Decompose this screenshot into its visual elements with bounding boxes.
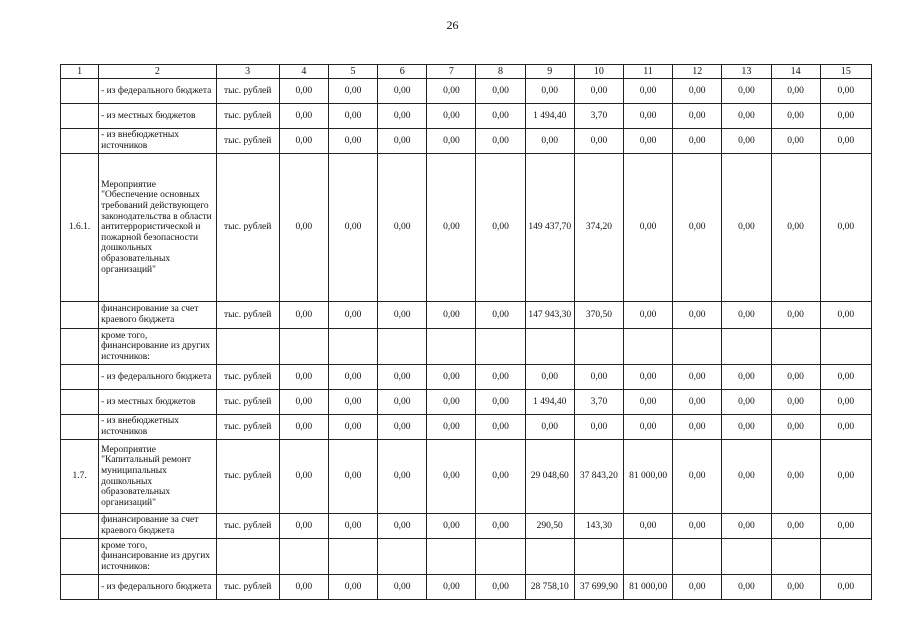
value-cell: 0,00 xyxy=(279,129,328,154)
value-cell: 0,00 xyxy=(476,79,525,104)
value-cell xyxy=(673,329,722,365)
value-cell: 0,00 xyxy=(722,575,771,600)
row-code xyxy=(61,415,99,440)
value-cell: 0,00 xyxy=(476,154,525,302)
value-cell: 0,00 xyxy=(623,129,672,154)
value-cell: 0,00 xyxy=(328,575,377,600)
value-cell: 0,00 xyxy=(623,302,672,329)
value-cell: 28 758,10 xyxy=(525,575,574,600)
value-cell: 0,00 xyxy=(820,129,871,154)
value-cell xyxy=(820,329,871,365)
value-cell: 0,00 xyxy=(673,575,722,600)
value-cell: 0,00 xyxy=(279,154,328,302)
value-cell: 0,00 xyxy=(673,79,722,104)
value-cell xyxy=(722,539,771,575)
value-cell xyxy=(378,539,427,575)
value-cell xyxy=(623,539,672,575)
row-unit: тыс. рублей xyxy=(216,575,279,600)
value-cell: 0,00 xyxy=(722,79,771,104)
header-cell: 2 xyxy=(99,65,216,79)
value-cell: 0,00 xyxy=(378,575,427,600)
value-cell: 0,00 xyxy=(378,440,427,514)
header-cell: 5 xyxy=(328,65,377,79)
header-cell: 13 xyxy=(722,65,771,79)
value-cell: 81 000,00 xyxy=(623,440,672,514)
value-cell xyxy=(623,329,672,365)
header-cell: 10 xyxy=(574,65,623,79)
value-cell: 0,00 xyxy=(476,302,525,329)
value-cell: 0,00 xyxy=(476,390,525,415)
value-cell: 0,00 xyxy=(722,104,771,129)
row-code xyxy=(61,104,99,129)
value-cell xyxy=(476,539,525,575)
value-cell: 0,00 xyxy=(673,415,722,440)
value-cell xyxy=(328,539,377,575)
value-cell: 0,00 xyxy=(820,302,871,329)
value-cell: 0,00 xyxy=(673,154,722,302)
table-row xyxy=(61,575,872,600)
row-unit xyxy=(216,329,279,365)
value-cell: 0,00 xyxy=(427,129,476,154)
value-cell: 0,00 xyxy=(722,302,771,329)
value-cell: 0,00 xyxy=(328,154,377,302)
row-description: кроме того, финансирование из других источников: xyxy=(99,539,216,575)
table-row xyxy=(61,329,872,365)
value-cell: 1 494,40 xyxy=(525,390,574,415)
value-cell: 0,00 xyxy=(820,104,871,129)
row-description: - из внебюджетных источников xyxy=(99,129,216,154)
value-cell: 0,00 xyxy=(328,302,377,329)
value-cell: 0,00 xyxy=(427,302,476,329)
value-cell: 0,00 xyxy=(378,514,427,539)
value-cell: 0,00 xyxy=(279,575,328,600)
value-cell: 374,20 xyxy=(574,154,623,302)
header-cell: 12 xyxy=(673,65,722,79)
value-cell: 0,00 xyxy=(673,365,722,390)
value-cell: 370,50 xyxy=(574,302,623,329)
value-cell: 0,00 xyxy=(279,79,328,104)
value-cell: 3,70 xyxy=(574,390,623,415)
value-cell: 0,00 xyxy=(525,79,574,104)
value-cell: 0,00 xyxy=(476,129,525,154)
value-cell xyxy=(525,539,574,575)
value-cell xyxy=(378,329,427,365)
value-cell: 0,00 xyxy=(378,415,427,440)
value-cell: 0,00 xyxy=(820,440,871,514)
header-cell: 8 xyxy=(476,65,525,79)
row-description: - из внебюджетных источников xyxy=(99,415,216,440)
header-cell: 6 xyxy=(378,65,427,79)
value-cell: 0,00 xyxy=(378,365,427,390)
row-unit: тыс. рублей xyxy=(216,154,279,302)
value-cell: 0,00 xyxy=(378,154,427,302)
table-row xyxy=(61,390,872,415)
value-cell: 0,00 xyxy=(427,440,476,514)
value-cell: 0,00 xyxy=(771,302,820,329)
value-cell: 0,00 xyxy=(476,514,525,539)
table-row xyxy=(61,539,872,575)
value-cell: 0,00 xyxy=(623,79,672,104)
table-row xyxy=(61,104,872,129)
value-cell: 0,00 xyxy=(771,365,820,390)
value-cell: 0,00 xyxy=(623,514,672,539)
value-cell: 0,00 xyxy=(279,104,328,129)
header-cell: 4 xyxy=(279,65,328,79)
value-cell: 0,00 xyxy=(427,575,476,600)
header-cell: 15 xyxy=(820,65,871,79)
value-cell: 0,00 xyxy=(328,79,377,104)
row-description: Мероприятие "Обеспечение основных требований действующего законодательства в области антитеррористической и пожарной безопасности дошкольных образовательных организаций" xyxy=(99,154,216,302)
value-cell xyxy=(427,539,476,575)
row-unit: тыс. рублей xyxy=(216,415,279,440)
value-cell: 0,00 xyxy=(279,415,328,440)
row-description: финансирование за счет краевого бюджета xyxy=(99,302,216,329)
value-cell: 0,00 xyxy=(328,104,377,129)
table-row xyxy=(61,302,872,329)
row-description: - из федерального бюджета xyxy=(99,365,216,390)
value-cell xyxy=(476,329,525,365)
value-cell: 0,00 xyxy=(476,365,525,390)
value-cell: 0,00 xyxy=(820,154,871,302)
row-unit: тыс. рублей xyxy=(216,104,279,129)
value-cell: 0,00 xyxy=(771,575,820,600)
value-cell: 0,00 xyxy=(378,302,427,329)
value-cell xyxy=(427,329,476,365)
value-cell: 0,00 xyxy=(771,104,820,129)
row-unit: тыс. рублей xyxy=(216,79,279,104)
value-cell: 0,00 xyxy=(771,129,820,154)
value-cell xyxy=(574,539,623,575)
row-description: - из местных бюджетов xyxy=(99,104,216,129)
value-cell: 0,00 xyxy=(427,365,476,390)
value-cell: 81 000,00 xyxy=(623,575,672,600)
value-cell: 0,00 xyxy=(771,390,820,415)
row-description: Мероприятие "Капитальный ремонт муниципальных дошкольных образовательных организаций" xyxy=(99,440,216,514)
value-cell: 0,00 xyxy=(574,365,623,390)
row-description: кроме того, финансирование из других источников: xyxy=(99,329,216,365)
row-code xyxy=(61,79,99,104)
table-row xyxy=(61,79,872,104)
value-cell: 0,00 xyxy=(771,154,820,302)
value-cell: 0,00 xyxy=(574,415,623,440)
value-cell: 0,00 xyxy=(673,514,722,539)
header-cell: 1 xyxy=(61,65,99,79)
row-unit: тыс. рублей xyxy=(216,390,279,415)
value-cell: 0,00 xyxy=(279,440,328,514)
value-cell: 0,00 xyxy=(427,104,476,129)
value-cell: 0,00 xyxy=(378,390,427,415)
value-cell xyxy=(279,539,328,575)
table-row xyxy=(61,415,872,440)
header-cell: 7 xyxy=(427,65,476,79)
value-cell: 0,00 xyxy=(427,79,476,104)
value-cell: 0,00 xyxy=(771,440,820,514)
value-cell xyxy=(574,329,623,365)
value-cell: 0,00 xyxy=(771,514,820,539)
value-cell: 0,00 xyxy=(279,390,328,415)
value-cell: 0,00 xyxy=(427,390,476,415)
value-cell: 0,00 xyxy=(623,154,672,302)
value-cell: 0,00 xyxy=(820,575,871,600)
value-cell: 0,00 xyxy=(574,79,623,104)
value-cell: 0,00 xyxy=(623,415,672,440)
row-code: 1.6.1. xyxy=(61,154,99,302)
value-cell: 0,00 xyxy=(328,129,377,154)
value-cell: 0,00 xyxy=(378,79,427,104)
table-row xyxy=(61,154,872,302)
value-cell: 37 843,20 xyxy=(574,440,623,514)
value-cell: 0,00 xyxy=(328,440,377,514)
value-cell xyxy=(771,329,820,365)
value-cell: 290,50 xyxy=(525,514,574,539)
value-cell: 29 048,60 xyxy=(525,440,574,514)
value-cell: 0,00 xyxy=(771,79,820,104)
row-code xyxy=(61,302,99,329)
value-cell: 0,00 xyxy=(820,415,871,440)
value-cell: 0,00 xyxy=(427,154,476,302)
table-row xyxy=(61,440,872,514)
table-row xyxy=(61,365,872,390)
row-description: - из федерального бюджета xyxy=(99,575,216,600)
value-cell: 0,00 xyxy=(722,129,771,154)
value-cell: 147 943,30 xyxy=(525,302,574,329)
value-cell xyxy=(722,329,771,365)
value-cell: 0,00 xyxy=(722,365,771,390)
value-cell: 0,00 xyxy=(820,390,871,415)
value-cell: 0,00 xyxy=(476,575,525,600)
table-row xyxy=(61,514,872,539)
value-cell xyxy=(279,329,328,365)
value-cell: 0,00 xyxy=(623,390,672,415)
header-cell: 11 xyxy=(623,65,672,79)
value-cell: 0,00 xyxy=(574,129,623,154)
value-cell: 0,00 xyxy=(820,79,871,104)
header-cell: 9 xyxy=(525,65,574,79)
value-cell: 0,00 xyxy=(722,440,771,514)
table-row xyxy=(61,129,872,154)
value-cell: 0,00 xyxy=(722,514,771,539)
value-cell: 0,00 xyxy=(328,415,377,440)
row-code xyxy=(61,575,99,600)
row-description: - из федерального бюджета xyxy=(99,79,216,104)
value-cell: 0,00 xyxy=(427,514,476,539)
value-cell: 0,00 xyxy=(476,440,525,514)
value-cell: 0,00 xyxy=(279,514,328,539)
value-cell: 0,00 xyxy=(673,440,722,514)
value-cell xyxy=(771,539,820,575)
budget-table xyxy=(60,64,872,600)
row-code xyxy=(61,365,99,390)
row-unit xyxy=(216,539,279,575)
value-cell: 0,00 xyxy=(525,415,574,440)
header-row xyxy=(61,65,872,79)
value-cell: 149 437,70 xyxy=(525,154,574,302)
value-cell: 0,00 xyxy=(378,104,427,129)
value-cell: 0,00 xyxy=(328,390,377,415)
row-code xyxy=(61,129,99,154)
value-cell: 1 494,40 xyxy=(525,104,574,129)
value-cell: 0,00 xyxy=(427,415,476,440)
value-cell: 37 699,90 xyxy=(574,575,623,600)
value-cell: 0,00 xyxy=(623,104,672,129)
value-cell: 3,70 xyxy=(574,104,623,129)
value-cell: 0,00 xyxy=(328,514,377,539)
value-cell: 0,00 xyxy=(328,365,377,390)
value-cell: 0,00 xyxy=(476,415,525,440)
value-cell: 0,00 xyxy=(525,365,574,390)
row-code xyxy=(61,539,99,575)
row-unit: тыс. рублей xyxy=(216,440,279,514)
value-cell: 0,00 xyxy=(623,365,672,390)
value-cell xyxy=(820,539,871,575)
value-cell: 0,00 xyxy=(525,129,574,154)
value-cell: 0,00 xyxy=(279,365,328,390)
value-cell: 0,00 xyxy=(673,390,722,415)
row-unit: тыс. рублей xyxy=(216,365,279,390)
value-cell xyxy=(673,539,722,575)
value-cell: 143,30 xyxy=(574,514,623,539)
value-cell: 0,00 xyxy=(722,390,771,415)
value-cell xyxy=(525,329,574,365)
row-unit: тыс. рублей xyxy=(216,514,279,539)
value-cell: 0,00 xyxy=(673,104,722,129)
row-unit: тыс. рублей xyxy=(216,302,279,329)
value-cell: 0,00 xyxy=(722,415,771,440)
row-code xyxy=(61,329,99,365)
row-code xyxy=(61,514,99,539)
row-code: 1.7. xyxy=(61,440,99,514)
header-cell: 3 xyxy=(216,65,279,79)
value-cell: 0,00 xyxy=(771,415,820,440)
value-cell: 0,00 xyxy=(820,514,871,539)
value-cell xyxy=(328,329,377,365)
value-cell: 0,00 xyxy=(673,302,722,329)
row-description: - из местных бюджетов xyxy=(99,390,216,415)
row-unit: тыс. рублей xyxy=(216,129,279,154)
value-cell: 0,00 xyxy=(378,129,427,154)
value-cell: 0,00 xyxy=(673,129,722,154)
row-code xyxy=(61,390,99,415)
row-description: финансирование за счет краевого бюджета xyxy=(99,514,216,539)
value-cell: 0,00 xyxy=(476,104,525,129)
value-cell: 0,00 xyxy=(722,154,771,302)
value-cell: 0,00 xyxy=(279,302,328,329)
page-number: 26 xyxy=(446,18,459,32)
value-cell: 0,00 xyxy=(820,365,871,390)
header-cell: 14 xyxy=(771,65,820,79)
